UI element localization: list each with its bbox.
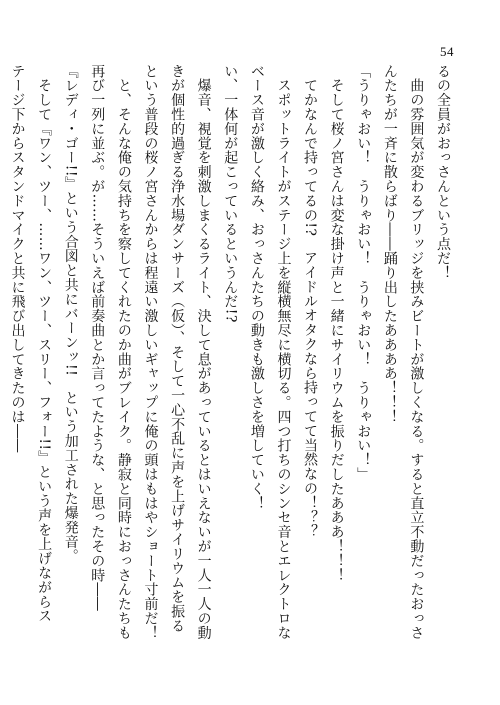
text-line: 『レディ・ゴー!!』という合図と共にバーンッ!! という加工された爆発音。 [62, 64, 79, 564]
text-line: 曲の雰囲気が変わるブリッジを挟みビートが激しくなる。すると直立不動だったおっさ [408, 64, 425, 640]
text-line: きが個性的過ぎる浄水場ダンサーズ（仮）、そして一心不乱に声を上げサイリウムを振る [169, 64, 186, 633]
text-line: テージ下からスタンドマイクと共に飛び出してきたのは―― [9, 64, 26, 453]
text-line: ベース音が激しく絡み、おっさんたちの動きも激しさを増していく！ [248, 64, 265, 511]
text-line: てかなんで持ってるの!? アイドルオタクなら持ってて当然なの！？？ [302, 64, 319, 539]
text-line: 爆音、視覚を刺激しまくるライト、決して息があっているとはいえないが一人一人の動 [195, 64, 212, 640]
text-line: という普段の桜ノ宮さんからは程遠い激しいギャップに俺の頭はもはやショート寸前だ！ [142, 64, 159, 640]
text-line: 「うりゃおい！ うりゃおい！ うりゃおい！ うりゃおい！」 [355, 64, 372, 482]
text-line: い、一体何が起こっているというんだ!? [222, 64, 239, 323]
text-line: と、そんな俺の気持ちを察してくれたのか曲がブレイク。静寂と同時におっさんたちも [115, 64, 132, 640]
text-line: んたちが一斉に散らばり――踊り出したああああ！！！ [381, 64, 398, 424]
text-line: スポットライトがステージ上を縦横無尽に横切る。四つ打ちのシンセ音とエレクトロな [275, 64, 292, 640]
text-line: 再び一列に並ぶ。が……そういえば前奏曲とか言ってたような、と思ったその時―― [89, 64, 106, 612]
text-line: るの全員がおっさんという点だ！ [435, 64, 451, 280]
text-line: そして『ワン、ツー、……ワン、ツー、スリー、フォー!!』という声を上げながらス [36, 64, 53, 624]
text-line: そして桜ノ宮さんは変な掛け声と一緒にサイリウムを振りだしたあああ！！！ [328, 64, 345, 583]
page-number: 54 [440, 44, 454, 59]
body-text [4, 64, 456, 656]
